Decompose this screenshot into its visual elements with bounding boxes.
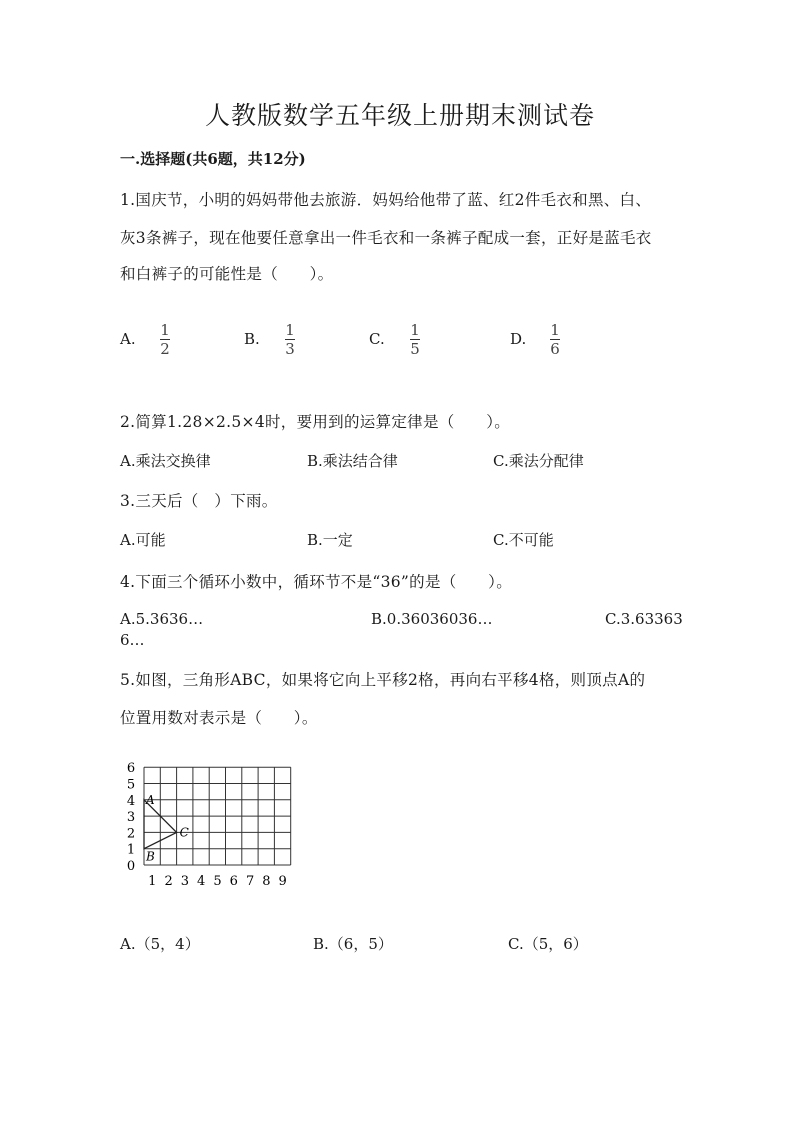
y-tick-label: 4: [126, 793, 136, 809]
x-tick-label: 9: [278, 874, 287, 889]
q1-option-a-fraction: [160, 322, 170, 357]
page-title: 人教版数学五年级上册期末测试卷: [204, 101, 595, 130]
y-tick-label: 2: [126, 826, 136, 842]
question-4-text: 4.下面三个循环小数中，循环节不是“36”的是（ ）。: [120, 573, 513, 591]
x-tick-label: 4: [197, 874, 206, 889]
x-axis-ticks: [148, 874, 287, 889]
q4-option-b: B.0.36036036…: [371, 610, 493, 628]
fraction-denominator: 2: [160, 340, 170, 358]
question-5-line-1: 5.如图，三角形ABC，如果将它向上平移2格，再向右平移4格，则顶点A的: [120, 671, 646, 689]
x-tick-label: 8: [262, 874, 271, 889]
q2-option-b: B.乘法结合律: [307, 452, 398, 470]
section-heading: 一.选择题(共6题，共12分): [120, 150, 306, 168]
q3-option-b: B.一定: [307, 531, 353, 549]
q4-option-c: C.3.63363: [605, 610, 683, 628]
point-a-label: A: [146, 792, 155, 807]
q2-option-c: C.乘法分配律: [493, 452, 584, 470]
q1-option-b-label: B.: [244, 330, 260, 348]
y-tick-label: 6: [126, 761, 136, 777]
q5-option-a: A.（5，4）: [120, 935, 200, 953]
x-tick-label: 2: [164, 874, 173, 889]
q1-option-a-label: A.: [120, 330, 136, 348]
q1-option-d-fraction: [550, 322, 560, 357]
q1-option-b-fraction: [285, 322, 295, 357]
q5-option-c: C.（5，6）: [508, 935, 588, 953]
grid-figure: [120, 755, 310, 890]
fraction-denominator: 3: [285, 340, 295, 358]
q2-option-a: A.乘法交换律: [120, 452, 211, 470]
point-b-label: B: [146, 849, 155, 864]
q5-option-b: B.（6，5）: [313, 935, 393, 953]
fraction-numerator: 1: [285, 321, 295, 339]
question-2-text: 2.简算1.28×2.5×4时，要用到的运算定律是（ ）。: [120, 413, 511, 431]
q3-option-a: A.可能: [120, 531, 166, 549]
fraction-denominator: 6: [550, 340, 560, 358]
question-1-line-3: 和白裤子的可能性是（ ）。: [120, 265, 334, 283]
x-tick-label: 6: [229, 874, 238, 889]
q4-option-a: A.5.3636…: [120, 610, 204, 628]
fraction-denominator: 5: [410, 340, 420, 358]
q3-option-c: C.不可能: [493, 531, 554, 549]
question-3-text: 3.三天后（ ）下雨。: [120, 492, 278, 510]
x-tick-label: 5: [213, 874, 222, 889]
q1-option-d-label: D.: [510, 330, 527, 348]
question-1-line-1: 1.国庆节，小明的妈妈带他去旅游．妈妈给他带了蓝、红2件毛衣和黑、白、: [120, 191, 652, 209]
x-tick-label: 7: [245, 874, 255, 889]
y-axis-ticks: [127, 761, 135, 874]
q1-option-c-fraction: [410, 322, 420, 357]
x-tick-label: 3: [180, 874, 190, 889]
question-5-line-2: 位置用数对表示是（ ）。: [120, 709, 318, 727]
q1-option-c-label: C.: [369, 330, 385, 348]
x-tick-label: 1: [148, 874, 157, 889]
y-tick-label: 5: [126, 777, 136, 793]
grid-lines: [144, 767, 291, 865]
y-tick-label: 0: [126, 859, 136, 874]
fraction-numerator: 1: [160, 321, 170, 339]
q4-option-c-continued: 6…: [120, 631, 145, 649]
question-1-line-2: 灰3条裤子，现在他要任意拿出一件毛衣和一条裤子配成一套，正好是蓝毛衣: [120, 229, 652, 247]
point-c-label: C: [179, 825, 189, 840]
fraction-numerator: 1: [410, 321, 420, 339]
y-tick-label: 1: [126, 842, 136, 858]
y-tick-label: 3: [126, 810, 136, 826]
fraction-numerator: 1: [550, 321, 560, 339]
